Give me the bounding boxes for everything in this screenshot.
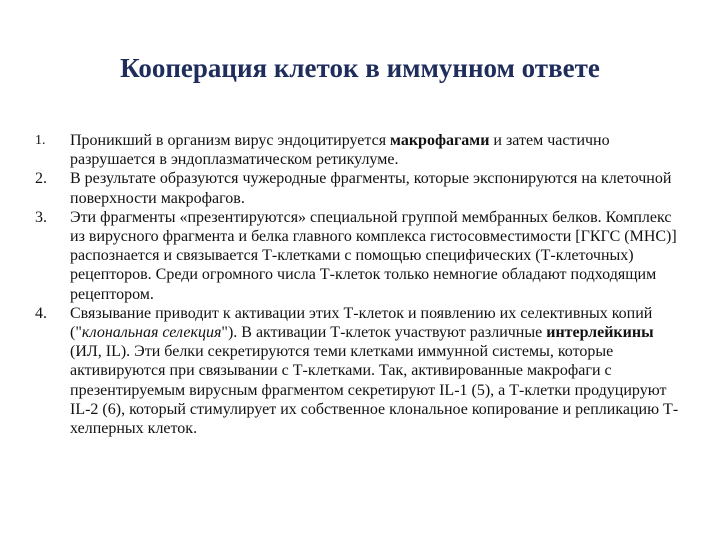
text-segment: (ИЛ, IL). Эти белки секретируются теми клетками иммунной системы, которые активируются при связывании с Т-клетками. Так, активированные макрофаги с презентируемым вирусным фрагментом секретируют IL-1 (5), а Т-клетки продуцируют IL-2 (6), который стимулирует их собственное клональное копирование и репликацию Т-хелперных клеток. bbox=[70, 343, 679, 438]
slide-title: Кооперация клеток в иммунном ответе bbox=[120, 53, 600, 83]
text-segment: "). В активации Т-клеток участвуют различные bbox=[221, 324, 547, 342]
list-item-number: 2. bbox=[35, 170, 47, 188]
list-item bbox=[35, 131, 685, 169]
bold-term-interleukins: интерлейкины bbox=[546, 324, 654, 342]
list-item-text bbox=[70, 305, 678, 437]
list-item-text bbox=[70, 132, 610, 168]
list-item bbox=[35, 304, 685, 438]
list-item-text: Эти фрагменты «презентируются» специальной группой мембранных белков. Комплекс из вирусного фрагмента и белка главного комплекса гистосовместимости [ГКГС (МНС)] распознается и связывается Т-клетками с помощью специфических (Т-клеточных) рецепторов. Среди огромного числа Т-клеток только немногие обладают подходящим рецептором. bbox=[70, 208, 677, 303]
list-item-number: 4. bbox=[35, 304, 47, 322]
list-item-number: 1. bbox=[35, 133, 46, 148]
list-item bbox=[35, 208, 685, 304]
list-item-text: В результате образуются чужеродные фрагменты, которые экспонируются на клеточной поверхности макрофагов. bbox=[70, 170, 672, 207]
text-segment: Связывание приводит к активации этих Т-клеток и появлению их селективных копий (" bbox=[70, 304, 653, 342]
list-item bbox=[35, 169, 685, 207]
text-segment: Проникший в организм вирус эндоцитируется bbox=[70, 132, 391, 149]
bold-term-macrophages: макрофагами bbox=[390, 132, 490, 149]
numbered-list bbox=[35, 131, 685, 438]
text-segment: и затем частично разрушается в эндоплазматическом ретикулуме. bbox=[70, 132, 610, 169]
list-item-number: 3. bbox=[35, 208, 47, 226]
italic-term-clonal-selection: клональная селекция bbox=[81, 324, 222, 342]
